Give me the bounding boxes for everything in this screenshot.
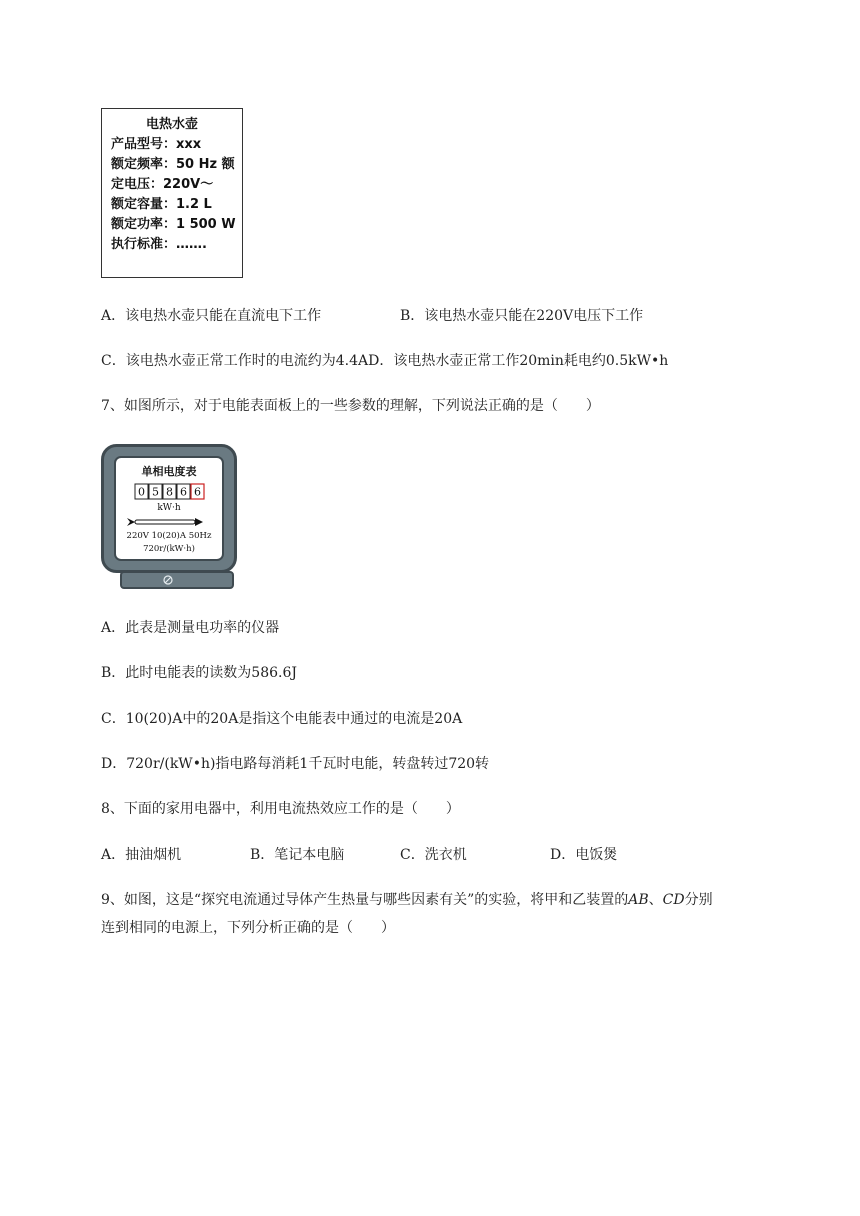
q9-stem-text-end: 分别 <box>684 892 713 908</box>
q9-terminal-ab: AB <box>628 892 649 908</box>
meter-svg <box>101 444 237 590</box>
meter-digit: 0 <box>138 485 145 499</box>
electricity-meter-illustration <box>101 444 237 590</box>
meter-digit: 6 <box>180 485 187 499</box>
q6-options-cd <box>101 351 668 371</box>
meter-spec-line1: 220V 10(20)A 50Hz <box>126 531 212 541</box>
meter-unit: kW·h <box>157 503 181 513</box>
q9-stem-text: 9、如图，这是“探究电流通过导体产生热量与哪些因素有关”的实验，将甲和乙装置的 <box>101 892 629 908</box>
nameplate-title: 电热水壶 <box>145 117 198 132</box>
kettle-nameplate <box>101 108 243 278</box>
q8-option-a: A．抽油烟机 <box>101 847 182 863</box>
meter-title: 单相电度表 <box>141 465 197 478</box>
nameplate-row-power: 额定功率：1 500 W <box>111 217 236 232</box>
q7-option-c: C．10(20)A中的20A是指这个电能表中通过的电流是20A <box>101 711 463 727</box>
nameplate-row-standard: 执行标准：……. <box>111 237 207 252</box>
q6-option-c: C．该电热水壶正常工作时的电流约为4.4A <box>101 353 369 369</box>
q6-option-b: B．该电热水壶只能在220V电压下工作 <box>400 308 644 324</box>
q8-option-d: D．电饭煲 <box>550 847 618 863</box>
meter-digit: 5 <box>152 485 159 499</box>
q9-separator: 、 <box>648 892 663 908</box>
nameplate-row-capacity: 额定容量：1.2 L <box>111 197 212 212</box>
meter-spec-line2: 720r/(kW·h) <box>143 544 195 554</box>
nameplate-row-voltage: 定电压：220V～ <box>111 177 214 192</box>
q8-option-b: B．笔记本电脑 <box>250 847 345 863</box>
nameplate-row-model: 产品型号：xxx <box>111 137 202 152</box>
q7-stem: 7、如图所示，对于电能表面板上的一些参数的理解，下列说法正确的是（ ） <box>101 398 600 414</box>
q8-option-c: C．洗衣机 <box>400 847 467 863</box>
meter-digit: 8 <box>166 485 173 499</box>
q6-option-a: A．该电热水壶只能在直流电下工作 <box>101 308 322 324</box>
q7-option-a: A．此表是测量电功率的仪器 <box>101 620 280 636</box>
q9-stem-line2: 连到相同的电源上，下列分析正确的是（ ） <box>101 920 395 936</box>
nameplate-row-frequency: 额定频率：50 Hz 额 <box>111 157 235 172</box>
q7-option-d: D．720r/(kW•h)指电路每消耗1千瓦时电能，转盘转过720转 <box>101 756 490 772</box>
meter-digit: 6 <box>194 485 201 499</box>
q8-stem: 8、下面的家用电器中，利用电流热效应工作的是（ ） <box>101 801 460 817</box>
q9-stem-line1 <box>101 890 713 910</box>
meter-base <box>121 572 233 588</box>
q7-option-b: B．此时电能表的读数为586.6J <box>101 665 297 681</box>
q9-terminal-cd: CD <box>662 892 685 908</box>
q6-option-d: D．该电热水壶正常工作20min耗电约0.5kW•h <box>368 353 669 369</box>
